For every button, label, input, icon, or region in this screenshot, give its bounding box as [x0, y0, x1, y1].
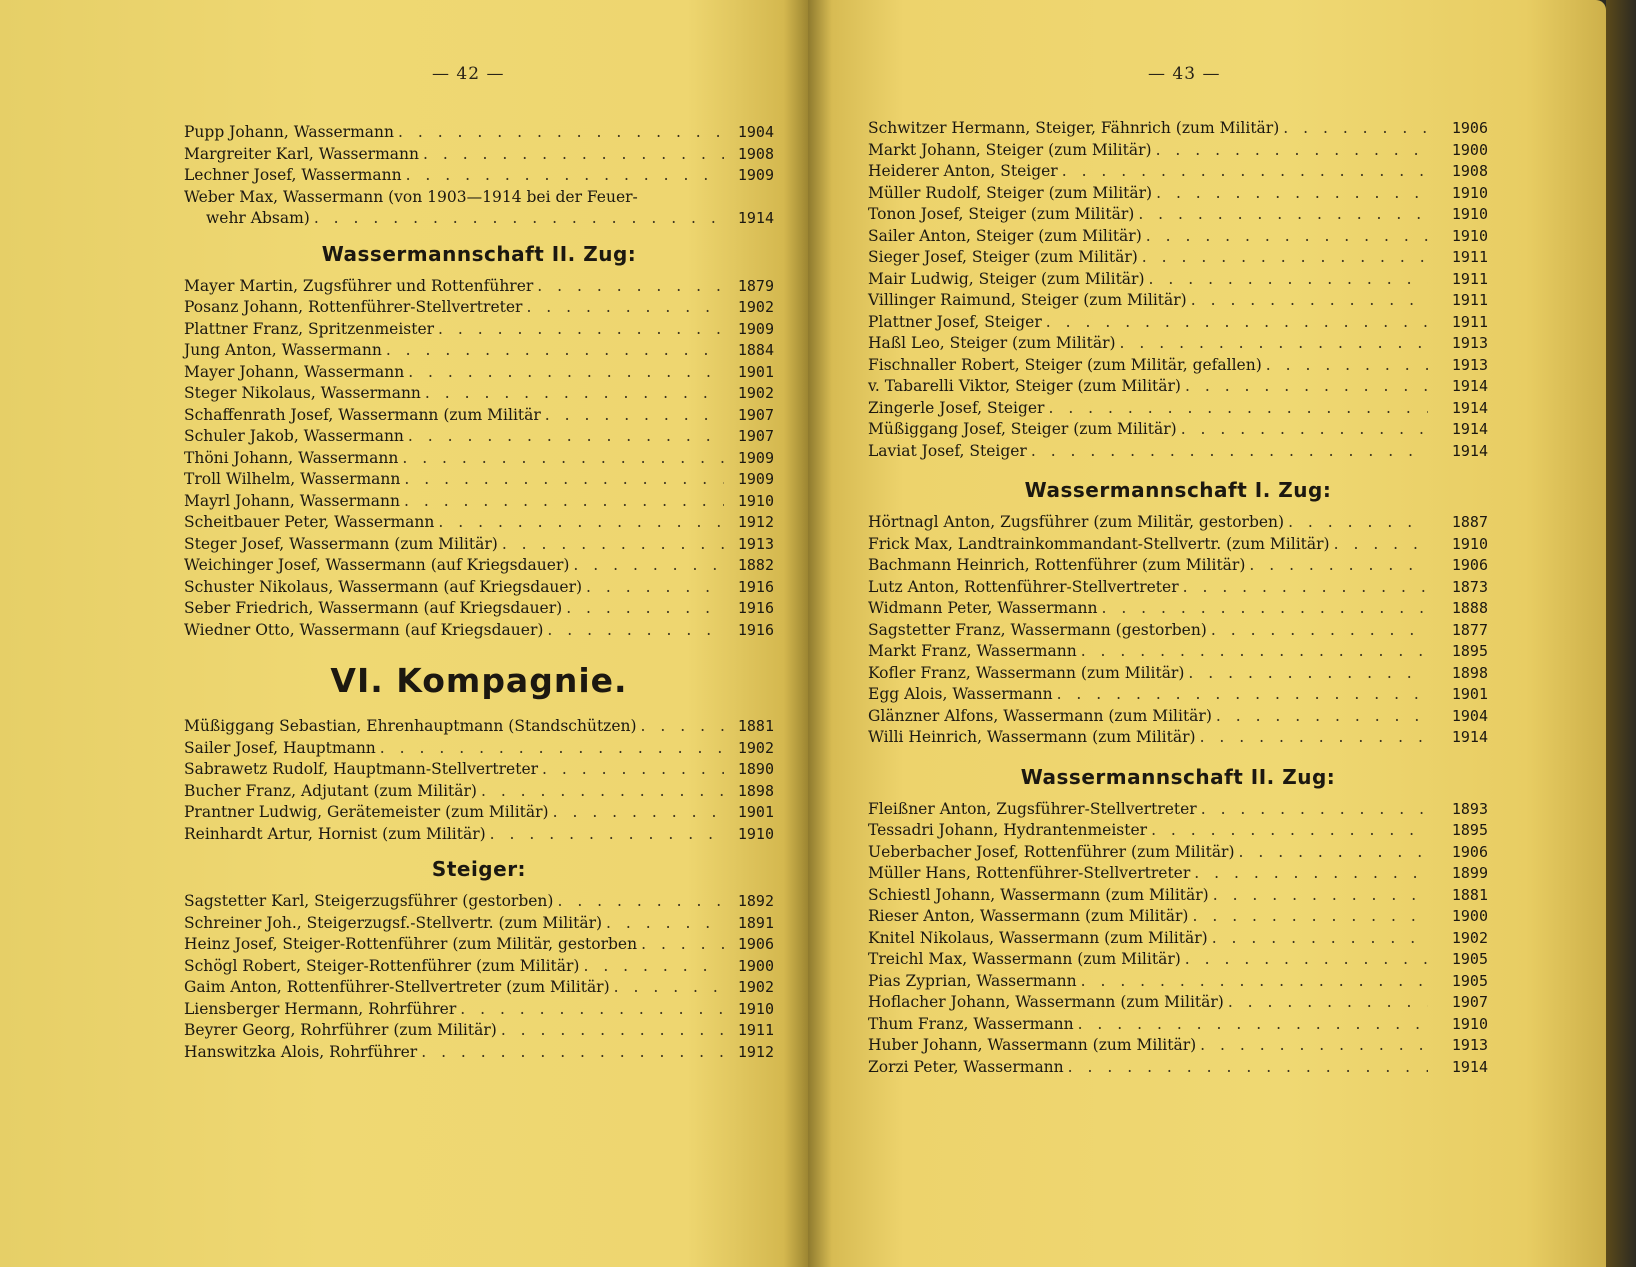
entry-name: Sailer Josef, Hauptmann — [184, 738, 376, 757]
entry-year: 1916 — [737, 599, 774, 617]
entry-year: 1913 — [1451, 355, 1488, 374]
entry-year: 1912 — [737, 1042, 774, 1061]
entry-year: 1901 — [737, 362, 774, 381]
entry-year: 1911 — [737, 1021, 774, 1039]
list-item — [868, 598, 1488, 620]
list-item — [184, 934, 774, 956]
entry-name: Liensberger Hermann, Rohrführer — [184, 999, 457, 1018]
entry-name: Bucher Franz, Adjutant (zum Militär) — [184, 781, 477, 800]
entry-year: 1910 — [737, 491, 774, 510]
entry-name: Treichl Max, Wassermann (zum Militär) — [868, 950, 1181, 968]
entry-name: Sagstetter Karl, Steigerzugsführer (gestorben) — [184, 892, 554, 910]
entry-year: 1906 — [1451, 119, 1488, 137]
entry-name: Bachmann Heinrich, Rottenführer (zum Militär) — [868, 556, 1246, 574]
entry-year: 1914 — [1451, 441, 1488, 460]
entry-year: 1907 — [737, 427, 774, 445]
list-item — [184, 383, 774, 405]
entry-name: Glänzner Alfons, Wassermann (zum Militär) — [868, 706, 1212, 725]
list-item — [868, 949, 1488, 971]
list-item — [868, 398, 1488, 420]
list-item — [184, 620, 774, 642]
list-item — [868, 727, 1488, 749]
entry-year: 1910 — [1451, 1014, 1488, 1033]
entry-year: 1879 — [737, 276, 774, 295]
entry-year: 1907 — [737, 405, 774, 424]
entry-name: Heinz Josef, Steiger-Rottenführer (zum Militär, gestorben — [184, 935, 638, 953]
entry-year: 1913 — [737, 534, 774, 553]
list-item — [184, 738, 774, 760]
entry-name: v. Tabarelli Viktor, Steiger (zum Militär) — [868, 377, 1181, 395]
list-item — [184, 208, 774, 230]
entry-name: wehr Absam) — [206, 209, 310, 227]
list-item — [184, 759, 774, 781]
entry-year: 1910 — [1451, 183, 1488, 202]
list-item — [868, 842, 1488, 864]
list-item — [184, 340, 774, 362]
entry-year: 1902 — [737, 384, 774, 402]
entry-year: 1914 — [1451, 377, 1488, 395]
entry-name: Markt Franz, Wassermann — [868, 642, 1077, 660]
entry-name: Müller Hans, Rottenführer-Stellvertreter — [868, 864, 1191, 882]
list-item — [184, 977, 774, 999]
entry-year: 1910 — [1451, 534, 1488, 553]
entry-year: 1900 — [1451, 140, 1488, 159]
entry-year: 1912 — [737, 513, 774, 531]
entry-name: Pupp Johann, Wassermann — [184, 123, 394, 141]
entry-name: Prantner Ludwig, Gerätemeister (zum Militär) — [184, 803, 549, 821]
entry-name: Seber Friedrich, Wassermann (auf Kriegsdauer) — [184, 599, 563, 617]
entry-year: 1916 — [737, 577, 774, 596]
list-item — [184, 491, 774, 513]
right-page — [808, 0, 1606, 1267]
list-item — [184, 165, 774, 187]
list-item — [184, 405, 774, 427]
entry-name: Weber Max, Wassermann (von 1903—1914 bei der Feuer- — [184, 187, 638, 206]
entry-name: Kofler Franz, Wassermann (zum Militär) — [868, 663, 1185, 682]
section-title: Steiger: — [431, 857, 527, 881]
entry-year: 1900 — [1451, 907, 1488, 925]
entry-year: 1909 — [737, 470, 774, 488]
entry-year: 1910 — [1451, 205, 1488, 223]
entry-name: Rieser Anton, Wassermann (zum Militär) — [868, 907, 1189, 925]
entry-year: 1882 — [737, 556, 774, 574]
list-item — [868, 441, 1488, 463]
scan-edge — [1606, 0, 1636, 1267]
entry-name: Heiderer Anton, Steiger — [868, 162, 1058, 180]
list-item — [868, 312, 1488, 334]
entry-name: Mayrl Johann, Wassermann — [184, 491, 400, 510]
entry-name: Mayer Johann, Wassermann — [184, 362, 405, 381]
entry-year: 1898 — [737, 781, 774, 800]
entry-year: 1891 — [737, 913, 774, 932]
entry-name: Weichinger Josef, Wassermann (auf Kriegsdauer) — [184, 556, 570, 574]
entry-name: Lutz Anton, Rottenführer-Stellvertreter — [868, 577, 1179, 596]
list-item — [184, 716, 774, 738]
entry-year: 1906 — [1451, 842, 1488, 861]
list-item — [868, 620, 1488, 642]
left-top-list — [184, 122, 774, 1063]
list-item — [184, 956, 774, 978]
list-item — [868, 971, 1488, 993]
entry-year: 1911 — [1451, 291, 1488, 309]
entry-name: Laviat Josef, Steiger — [868, 441, 1027, 460]
entry-name: Schaffenrath Josef, Wassermann (zum Militär — [184, 405, 541, 424]
entry-year: 1908 — [737, 144, 774, 163]
entry-name: Zorzi Peter, Wassermann — [868, 1057, 1064, 1076]
entry-year: 1914 — [1451, 420, 1488, 438]
entry-name: Egg Alois, Wassermann — [868, 685, 1053, 703]
entry-name: Plattner Josef, Steiger — [868, 312, 1042, 331]
list-item — [868, 183, 1488, 205]
entry-year: 1877 — [1451, 620, 1488, 639]
entry-name: Ueberbacher Josef, Rottenführer (zum Militär) — [868, 842, 1235, 861]
list-item — [868, 376, 1488, 398]
entry-year: 1901 — [737, 803, 774, 821]
entry-name: Troll Wilhelm, Wassermann — [184, 470, 401, 488]
entry-name: Margreiter Karl, Wassermann — [184, 144, 419, 163]
list-item — [868, 161, 1488, 183]
entry-name: Haßl Leo, Steiger (zum Militär) — [868, 334, 1116, 352]
entry-year: 1909 — [737, 319, 774, 338]
list-item — [868, 534, 1488, 556]
entry-name: Thum Franz, Wassermann — [868, 1014, 1074, 1033]
entry-name: Steger Josef, Wassermann (zum Militär) — [184, 534, 498, 553]
entry-year: 1904 — [1451, 706, 1488, 725]
entry-year: 1902 — [737, 978, 774, 996]
company-title: VI. Kompagnie. — [330, 661, 628, 700]
list-item — [184, 555, 774, 577]
entry-year: 1905 — [1451, 971, 1488, 990]
entry-year: 1913 — [1451, 1036, 1488, 1054]
entry-year: 1908 — [1451, 162, 1488, 180]
entry-name: Hoflacher Johann, Wassermann (zum Militär) — [868, 993, 1224, 1011]
list-item — [184, 448, 774, 470]
list-item — [868, 641, 1488, 663]
entry-year: 1881 — [737, 717, 774, 735]
list-item — [184, 891, 774, 913]
list-item — [868, 204, 1488, 226]
entry-name: Mair Ludwig, Steiger (zum Militär) — [868, 269, 1145, 288]
entry-name: Schuster Nikolaus, Wassermann (auf Kriegsdauer) — [184, 577, 583, 596]
entry-year: 1895 — [1451, 821, 1488, 839]
list-item — [184, 276, 774, 298]
page-number: — 42 — — [432, 64, 505, 84]
left-page — [0, 0, 808, 1267]
entry-name: Frick Max, Landtrainkommandant-Stellvertr. (zum Militär) — [868, 534, 1330, 553]
entry-name: Knitel Nikolaus, Wassermann (zum Militär) — [868, 928, 1208, 947]
entry-name: Beyrer Georg, Rohrführer (zum Militär) — [184, 1021, 497, 1039]
list-item — [868, 906, 1488, 928]
list-item — [868, 684, 1488, 706]
list-item — [868, 663, 1488, 685]
entry-year: 1902 — [737, 738, 774, 757]
entry-name: Pias Zyprian, Wassermann — [868, 971, 1077, 990]
list-item — [184, 1042, 774, 1064]
entry-year: 1906 — [737, 935, 774, 953]
list-item — [868, 555, 1488, 577]
list-item — [184, 426, 774, 448]
list-item — [868, 1057, 1488, 1079]
entry-year: 1911 — [1451, 312, 1488, 331]
list-item — [184, 577, 774, 599]
entry-year: 1911 — [1451, 248, 1488, 266]
entry-name: Hanswitzka Alois, Rohrführer — [184, 1042, 418, 1061]
list-item — [868, 355, 1488, 377]
entry-year: 1902 — [1451, 928, 1488, 947]
entry-year: 1914 — [737, 209, 774, 227]
list-item — [868, 247, 1488, 269]
list-item — [184, 802, 774, 824]
section-title: Wassermannschaft II. Zug: — [1020, 764, 1336, 789]
list-item — [184, 512, 774, 534]
entry-name: Schiestl Johann, Wassermann (zum Militär) — [868, 885, 1209, 904]
entry-year: 1888 — [1451, 599, 1488, 617]
entry-year: 1904 — [737, 123, 774, 141]
entry-name: Plattner Franz, Spritzenmeister — [184, 319, 435, 338]
list-item — [868, 140, 1488, 162]
entry-name: Willi Heinrich, Wassermann (zum Militär) — [868, 728, 1196, 746]
entry-name: Schögl Robert, Steiger-Rottenführer (zum Militär) — [184, 956, 580, 975]
entry-year: 1890 — [737, 760, 774, 778]
list-item — [184, 824, 774, 846]
list-item — [184, 122, 774, 144]
entry-name: Gaim Anton, Rottenführer-Stellvertreter (zum Militär) — [184, 978, 610, 996]
list-item — [184, 362, 774, 384]
list-item — [868, 928, 1488, 950]
entry-name: Sabrawetz Rudolf, Hauptmann-Stellvertreter — [184, 760, 539, 778]
entry-year: 1914 — [1451, 398, 1488, 417]
entry-name: Widmann Peter, Wassermann — [868, 599, 1098, 617]
entry-year: 1884 — [737, 341, 774, 359]
list-item — [868, 226, 1488, 248]
entry-name: Scheitbauer Peter, Wassermann — [184, 513, 435, 531]
list-item — [868, 419, 1488, 441]
entry-name: Schwitzer Hermann, Steiger, Fähnrich (zum Militär) — [868, 119, 1280, 137]
list-item — [184, 598, 774, 620]
list-item — [868, 577, 1488, 599]
entry-name: Müller Rudolf, Steiger (zum Militär) — [868, 183, 1153, 202]
entry-year: 1905 — [1451, 950, 1488, 968]
list-item — [868, 799, 1488, 821]
entry-name: Sailer Anton, Steiger (zum Militär) — [868, 226, 1142, 245]
entry-year: 1911 — [1451, 269, 1488, 288]
list-item — [184, 319, 774, 341]
entry-name: Fleißner Anton, Zugsführer-Stellvertreter — [868, 799, 1197, 818]
entry-name: Zingerle Josef, Steiger — [868, 398, 1045, 417]
entry-year: 1916 — [737, 620, 774, 639]
entry-name: Posanz Johann, Rottenführer-Stellvertreter — [184, 298, 523, 316]
list-item — [868, 820, 1488, 842]
entry-name: Villinger Raimund, Steiger (zum Militär) — [868, 291, 1187, 309]
list-item — [868, 885, 1488, 907]
entry-name: Hörtnagl Anton, Zugsführer (zum Militär, gestorben) — [868, 513, 1285, 531]
list-item — [868, 512, 1488, 534]
list-item — [184, 187, 774, 209]
entry-name: Reinhardt Artur, Hornist (zum Militär) — [184, 824, 486, 843]
entry-year: 1907 — [1451, 993, 1488, 1011]
entry-year: 1910 — [737, 824, 774, 843]
list-item — [184, 999, 774, 1021]
entry-year: 1893 — [1451, 799, 1488, 818]
entry-name: Mayer Martin, Zugsführer und Rottenführer — [184, 276, 534, 295]
entry-year: 1887 — [1451, 513, 1488, 531]
entry-year: 1910 — [1451, 226, 1488, 245]
right-top-list — [868, 118, 1488, 1078]
entry-name: Markt Johann, Steiger (zum Militär) — [868, 140, 1152, 159]
entry-name: Müßiggang Josef, Steiger (zum Militär) — [868, 420, 1177, 438]
entry-year: 1909 — [737, 166, 774, 184]
list-item — [868, 333, 1488, 355]
page-number: — 43 — — [1148, 64, 1221, 84]
list-item — [184, 469, 774, 491]
list-item — [868, 1035, 1488, 1057]
list-item — [868, 706, 1488, 728]
entry-name: Jung Anton, Wassermann — [184, 341, 382, 359]
list-item — [868, 1014, 1488, 1036]
entry-name: Sieger Josef, Steiger (zum Militär) — [868, 248, 1138, 266]
list-item — [184, 913, 774, 935]
list-item — [868, 118, 1488, 140]
list-item — [868, 290, 1488, 312]
entry-year: 1899 — [1451, 864, 1488, 882]
entry-year: 1895 — [1451, 642, 1488, 660]
entry-name: Lechner Josef, Wassermann — [184, 166, 402, 184]
entry-name: Thöni Johann, Wassermann — [184, 448, 399, 467]
entry-year: 1881 — [1451, 885, 1488, 904]
entry-year: 1913 — [1451, 334, 1488, 352]
entry-year: 1914 — [1451, 728, 1488, 746]
entry-year: 1909 — [737, 448, 774, 467]
list-item — [184, 1020, 774, 1042]
section-title: Wassermannschaft II. Zug: — [321, 241, 637, 266]
list-item — [184, 297, 774, 319]
entry-year: 1892 — [737, 892, 774, 910]
entry-year: 1873 — [1451, 577, 1488, 596]
list-item — [184, 781, 774, 803]
entry-year: 1898 — [1451, 663, 1488, 682]
entry-year: 1901 — [1451, 685, 1488, 703]
entry-name: Tonon Josef, Steiger (zum Militär) — [868, 205, 1135, 223]
entry-year: 1900 — [737, 956, 774, 975]
entry-name: Schuler Jakob, Wassermann — [184, 427, 404, 445]
entry-year: 1910 — [737, 999, 774, 1018]
entry-year: 1902 — [737, 298, 774, 316]
entry-name: Sagstetter Franz, Wassermann (gestorben) — [868, 620, 1207, 639]
entry-name: Steger Nikolaus, Wassermann — [184, 384, 421, 402]
entry-name: Fischnaller Robert, Steiger (zum Militär, gefallen) — [868, 355, 1262, 374]
entry-name: Müßiggang Sebastian, Ehrenhauptmann (Standschützen) — [184, 717, 637, 735]
entry-name: Schreiner Joh., Steigerzugsf.-Stellvertr. (zum Militär) — [184, 913, 603, 932]
entry-name: Wiedner Otto, Wassermann (auf Kriegsdauer) — [184, 620, 544, 639]
list-item — [868, 269, 1488, 291]
entry-year: 1906 — [1451, 556, 1488, 574]
entry-name: Huber Johann, Wassermann (zum Militär) — [868, 1036, 1197, 1054]
list-item — [184, 144, 774, 166]
list-item — [868, 992, 1488, 1014]
list-item — [868, 863, 1488, 885]
section-title: Wassermannschaft I. Zug: — [1024, 478, 1332, 502]
list-item — [184, 534, 774, 556]
entry-year: 1914 — [1451, 1057, 1488, 1076]
entry-name: Tessadri Johann, Hydrantenmeister — [868, 821, 1148, 839]
